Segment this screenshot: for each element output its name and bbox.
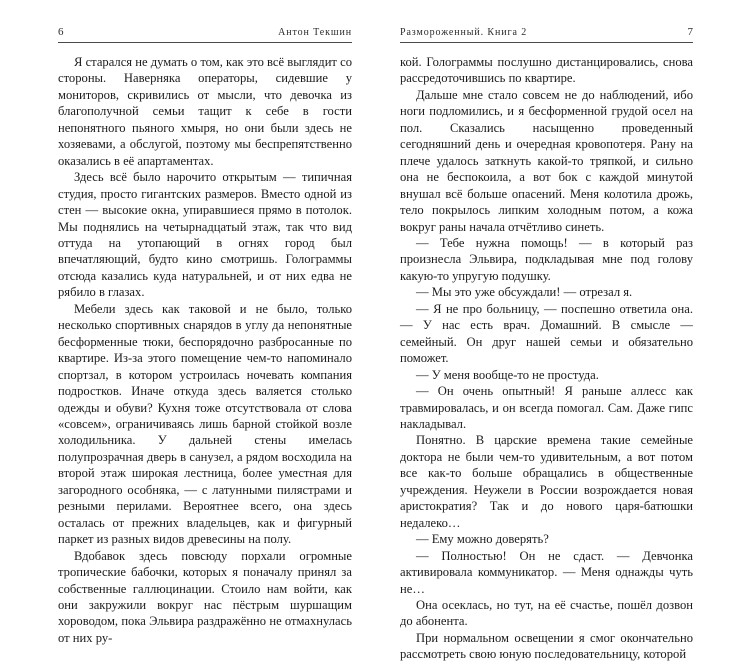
right-running-head xyxy=(400,26,693,38)
paragraph: Я старался не думать о том, как это всё выглядит со стороны. Наверняка операторы, сидевшие у мониторов, скривились от мысли, что девочка из благополучной семьи тащит к себе в гости непонятного пьяного хмыря, но они были здесь не хозяевами, а обслугой, поэтому мы беспрепятственно оказались в её апартаментах. xyxy=(58,55,352,168)
paragraph: — Мы это уже обсуждали! — отрезал я. xyxy=(416,285,633,300)
right-page xyxy=(372,0,745,662)
right-header-rule xyxy=(400,42,693,43)
paragraph: Вдобавок здесь повсюду порхали огромные тропические бабочки, которых я поначалу принял за собственные галлюцинации. Стоило нам войти, как они закружили вокруг нас пёстрым шуршащим хороводом, пока Эльвира раздражённо не отмахнулась от них ру- xyxy=(58,548,352,645)
left-running-head xyxy=(58,26,352,38)
paragraph: — Ему можно доверять? xyxy=(416,532,549,547)
paragraph: — Я не про больницу, — поспешно ответила она. — У нас есть врач. Домашний. В смысле — семейный. Он друг нашей семьи и обязательно поможет. xyxy=(400,301,693,366)
paragraph: Она осеклась, но тут, на её счастье, пошёл дозвон до абонента. xyxy=(400,597,693,629)
right-body-text xyxy=(400,54,693,663)
paragraph: — Тебе нужна помощь! — в который раз произнесла Эльвира, подкладывая мне под голову какую-то упругую подушку. xyxy=(400,235,693,283)
paragraph: Здесь всё было нарочито открытым — типичная студия, просто гигантских размеров. Вместо одной из стен — высокие окна, упиравшиеся прямо в потолок. Мы поднялись на четырнадцатый этаж, так что вид оттуда на утопающий в огнях город был впечатляющий, будто кино смотришь. Голограммы отсюда казались куда натуральней, и от них едва не рябило в глазах. xyxy=(58,170,352,300)
paragraph: Понятно. В царские времена такие семейные доктора не были чем-то удивительным, а вот потом все как-то больше обращались в общественные учреждения. Неужели в России возрождается новая аристократия? Так и до нового царя-батюшки недалеко… xyxy=(400,433,693,530)
left-header-rule xyxy=(58,42,352,43)
left-page-number: 6 xyxy=(58,26,64,38)
left-page xyxy=(0,0,372,645)
paragraph: Мебели здесь как таковой и не было, только несколько спортивных снарядов в углу да непонятные бесформенные тюки, беспорядочно разбросанные по квартире. Из-за этого помещение чем-то напоминало спортзал, в котором устроилась ночевать компания подростков. Иначе откуда здесь валяется столько одежды и обуви? Кухня тоже отсутствовала от слова «совсем», ограничиваясь лишь барной стойкой возле холодильника. У дальней стены имелась полупрозрачная дверь в санузел, а рядом восходила на второй этаж широкая лестница, более уместная для загородного особняка, — с латунными пилястрами и резными перилами. Вероятнее всего, она здесь осталась от прежних владельцев, как и фигурный паркет из разных видов древесины на полу. xyxy=(58,301,352,547)
right-running-title: Размороженный. Книга 2 xyxy=(400,27,528,38)
left-running-title: Антон Текшин xyxy=(278,27,352,38)
paragraph: — Полностью! Он не сдаст. — Девчонка активировала коммуникатор. — Меня однажды чуть не… xyxy=(400,548,693,596)
right-page-number: 7 xyxy=(687,26,693,38)
paragraph: кой. Голограммы послушно дистанцировались, снова рассредоточившись по квартире. xyxy=(400,55,693,86)
paragraph: — У меня вообще-то не простуда. xyxy=(416,367,599,382)
paragraph: При нормальном освещении я смог окончательно рассмотреть свою юную последовательницу, которой xyxy=(400,630,693,662)
paragraph: Дальше мне стало совсем не до наблюдений, ибо ноги подломились, и я бесформенной грудой осел на пол. Сказались насыщенно проведенный сегодняшний день и очередная кровопотеря. Рану на плече удалось заткнуть какой-то тряпкой, и сильно она не беспокоила, а вот бок с каждой минутой внушал всё больше опасений. Меня колотила дрожь, тело покрылось липким холодным потом, а кожа вокруг раны начала отчётливо синеть. xyxy=(400,87,693,234)
left-body-text xyxy=(58,54,352,646)
paragraph: — Он очень опытный! Я раньше аллесс как травмировалась, и он всегда помогал. Сам. Даже гипс накладывал. xyxy=(400,384,693,431)
